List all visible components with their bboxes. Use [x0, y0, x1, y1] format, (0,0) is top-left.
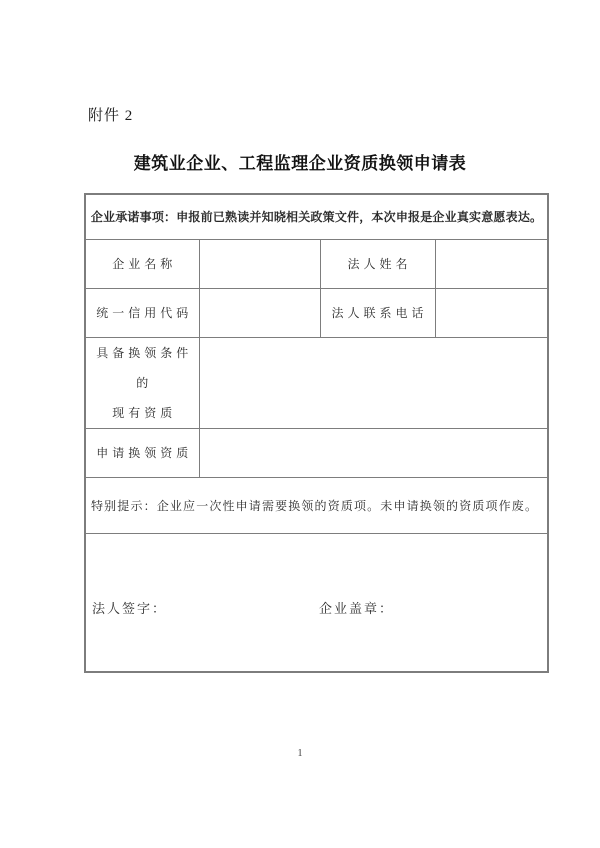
legal-person-phone-label: 法人联系电话: [320, 288, 435, 337]
commitment-row: [85, 194, 548, 239]
credit-code-value-cell: [199, 288, 320, 337]
signature-seal-cell: [85, 533, 548, 672]
legal-person-signature-label: 法人签字：: [92, 600, 168, 616]
company-name-label: 企业名称: [85, 239, 199, 288]
company-seal-label: 企业盖章：: [319, 600, 395, 616]
credit-code-row: [85, 288, 548, 337]
application-form-table: [84, 193, 549, 673]
page-number: 1: [297, 748, 303, 759]
apply-qualification-row: [85, 428, 548, 477]
legal-person-name-value-cell: [435, 239, 548, 288]
existing-qualification-value-cell: [199, 337, 548, 428]
signature-row: [85, 533, 548, 672]
company-name-row: [85, 239, 548, 288]
special-note-row: [85, 477, 548, 533]
special-note: 特别提示：企业应一次性申请需要换领的资质项。未申请换领的资质项作废。: [85, 477, 548, 533]
apply-qualification-value-cell: [199, 428, 548, 477]
credit-code-label: 统一信用代码: [85, 288, 199, 337]
commitment-statement: 企业承诺事项：申报前已熟读并知晓相关政策文件，本次申报是企业真实意愿表达。: [85, 194, 548, 239]
apply-qualification-label: 申请换领资质: [85, 428, 199, 477]
existing-qualification-label: [85, 337, 199, 428]
existing-qualification-label-line1: 具备换领条件的: [96, 345, 193, 390]
attachment-label: 附件 2: [88, 108, 134, 124]
existing-qualification-row: [85, 337, 548, 428]
existing-qualification-label-line2: 现有资质: [112, 405, 177, 420]
legal-person-phone-value-cell: [435, 288, 548, 337]
company-name-value-cell: [199, 239, 320, 288]
page-title: 建筑业企业、工程监理企业资质换领申请表: [133, 154, 467, 173]
legal-person-name-label: 法人姓名: [320, 239, 435, 288]
